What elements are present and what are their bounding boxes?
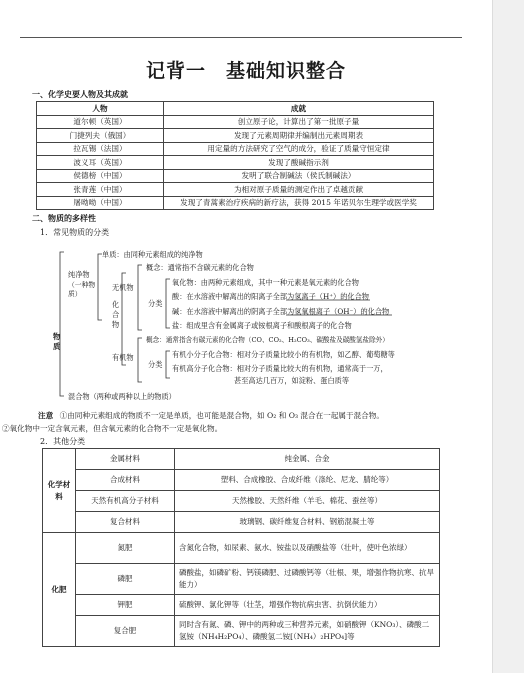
content-cell: 塑料、合成橡胶、合成纤维（涤纶、尼龙、腈纶等）: [175, 470, 440, 491]
category-cell: 氮肥: [76, 533, 175, 564]
page-title: 记背一 基础知识整合: [145, 60, 346, 82]
category-cell: 金属材料: [76, 449, 175, 470]
content-cell: 纯金属、合金: [175, 449, 440, 470]
class-large-organic: 有机高分子化合物：相对分子质量比较大的有机物，通常高于一万，: [172, 364, 388, 373]
node-inorganic: 无机物: [112, 283, 134, 292]
table-row: [43, 595, 440, 616]
table-row: [43, 616, 440, 647]
inorganic-concept: 概念：通常指不含碳元素的化合物: [146, 263, 254, 272]
section-heading-people: 一、化学史要人物及其成就: [32, 90, 128, 99]
achievement-cell: 为相对原子质量的测定作出了卓越贡献: [164, 183, 434, 197]
achievement-cell: 发现了元素周期律并编制出元素周期表: [164, 129, 434, 143]
class-acid: 酸：在水溶液中解离出的阳离子全部为氢离子（H⁺）的化合物: [172, 292, 369, 301]
header-achievement: 成就: [164, 102, 434, 116]
achievement-cell: 发现了青蒿素治疗疾病的新疗法，获得 2015 年诺贝尔生理学或医学奖: [164, 196, 434, 210]
content-cell: 磷酸盐，如磷矿粉、钙镁磷肥、过磷酸钙等（壮根、果，增强作物抗寒、抗旱能力）: [175, 564, 440, 595]
person-cell: 门捷列夫（俄国）: [37, 129, 164, 143]
organic-concept: 概念：通常指含有碳元素的化合物（CO、CO₂、H₂CO₃、碳酸盐及碳酸氢盐除外）: [146, 336, 389, 344]
node-elemental: 单质：由同种元素组成的纯净物: [102, 250, 203, 259]
achievement-cell: 用定量的方法研究了空气的成分，验证了质量守恒定律: [164, 142, 434, 156]
person-cell: 波义耳（英国）: [37, 156, 164, 170]
table-row: [43, 470, 440, 491]
node-root: 物质: [53, 332, 61, 351]
node-organic-classify: 分类: [148, 360, 163, 369]
note-line-2: ②氧化物中一定含氧元素，但含氧元素的化合物不一定是氧化物。: [2, 424, 223, 433]
category-cell: 合成材料: [76, 470, 175, 491]
achievement-cell: 发现了酸碱指示剂: [164, 156, 434, 170]
header-person: 人物: [37, 102, 164, 116]
group-materials: 化学材料: [43, 449, 76, 533]
content-cell: 含氮化合物，如尿素、氨水、铵盐以及硝酸盐等（壮叶，使叶色浓绿）: [175, 533, 440, 564]
note-paragraph: [24, 409, 464, 422]
class-oxide: 氧化物：由两种元素组成，其中一种元素是氧元素的化合物: [172, 278, 359, 287]
note-label: 注意: [38, 411, 54, 420]
table-row: [43, 512, 440, 533]
class-salt: 盐：组成里含有金属离子或铵根离子和酸根离子的化合物: [172, 321, 352, 330]
group-fertilizers: 化肥: [43, 533, 76, 647]
category-cell: 钾肥: [76, 595, 175, 616]
table-row: [43, 491, 440, 512]
section-heading-diversity: 二、物质的多样性: [32, 214, 96, 223]
person-cell: 道尔顿（英国）: [37, 115, 164, 129]
table-row: [43, 533, 440, 564]
node-classify: 分类: [148, 299, 163, 308]
subheading-classification: 1．常见物质的分类: [40, 228, 110, 237]
subheading-other: 2．其他分类: [40, 437, 86, 446]
category-cell: 复合肥: [76, 616, 175, 647]
node-mixture: 混合物（两种或两种以上的物质）: [68, 392, 176, 401]
content-cell: 硫酸钾、氯化钾等（壮茎，增强作物抗病虫害、抗倒伏能力）: [175, 595, 440, 616]
class-small-organic: 有机小分子化合物：相对分子质量比较小的有机物，如乙醇、葡萄糖等: [172, 350, 395, 359]
note-line-1: ①由同种元素组成的物质不一定是单质，也可能是混合物，如 O₂ 和 O₃ 混合在一起属于混合物。: [59, 411, 384, 420]
category-cell: 磷肥: [76, 564, 175, 595]
table-row: [43, 564, 440, 595]
content-cell: 天然橡胶、天然纤维（羊毛、棉花、蚕丝等）: [175, 491, 440, 512]
achievement-cell: 发明了联合制碱法（侯氏制碱法）: [164, 169, 434, 183]
table-row: [43, 449, 440, 470]
node-pure-note: （一种物质）: [68, 281, 96, 298]
person-cell: 拉瓦锡（法国）: [37, 142, 164, 156]
content-cell: 同时含有氮、磷、钾中的两种或三种营养元素，如硝酸钾（KNO₃）、磷酸二氢铵（NH₄H₂PO₄）、磷酸氢二铵[（NH₄）₂HPO₄]等: [175, 616, 440, 647]
node-organic: 有机物: [112, 353, 134, 362]
person-cell: 侯德榜（中国）: [37, 169, 164, 183]
side-panel: [492, 0, 524, 673]
category-cell: 复合材料: [76, 512, 175, 533]
node-pure: 纯净物: [68, 270, 90, 279]
person-cell: 张青莲（中国）: [37, 183, 164, 197]
other-classification-table: [42, 448, 440, 647]
achievement-cell: 创立原子论，计算出了第一批原子量: [164, 115, 434, 129]
person-cell: 屠呦呦（中国）: [37, 196, 164, 210]
node-compound: 化合物: [112, 300, 120, 329]
category-cell: 天然有机高分子材料: [76, 491, 175, 512]
content-cell: 玻璃钢、碳纤维复合材料、钢筋混凝土等: [175, 512, 440, 533]
class-base: 碱：在水溶液中解离出的阴离子全部为氢氧根离子（OH⁻）的化合物: [172, 307, 390, 316]
class-large-organic-2: 甚至高达几百万，如淀粉、蛋白质等: [234, 376, 350, 385]
